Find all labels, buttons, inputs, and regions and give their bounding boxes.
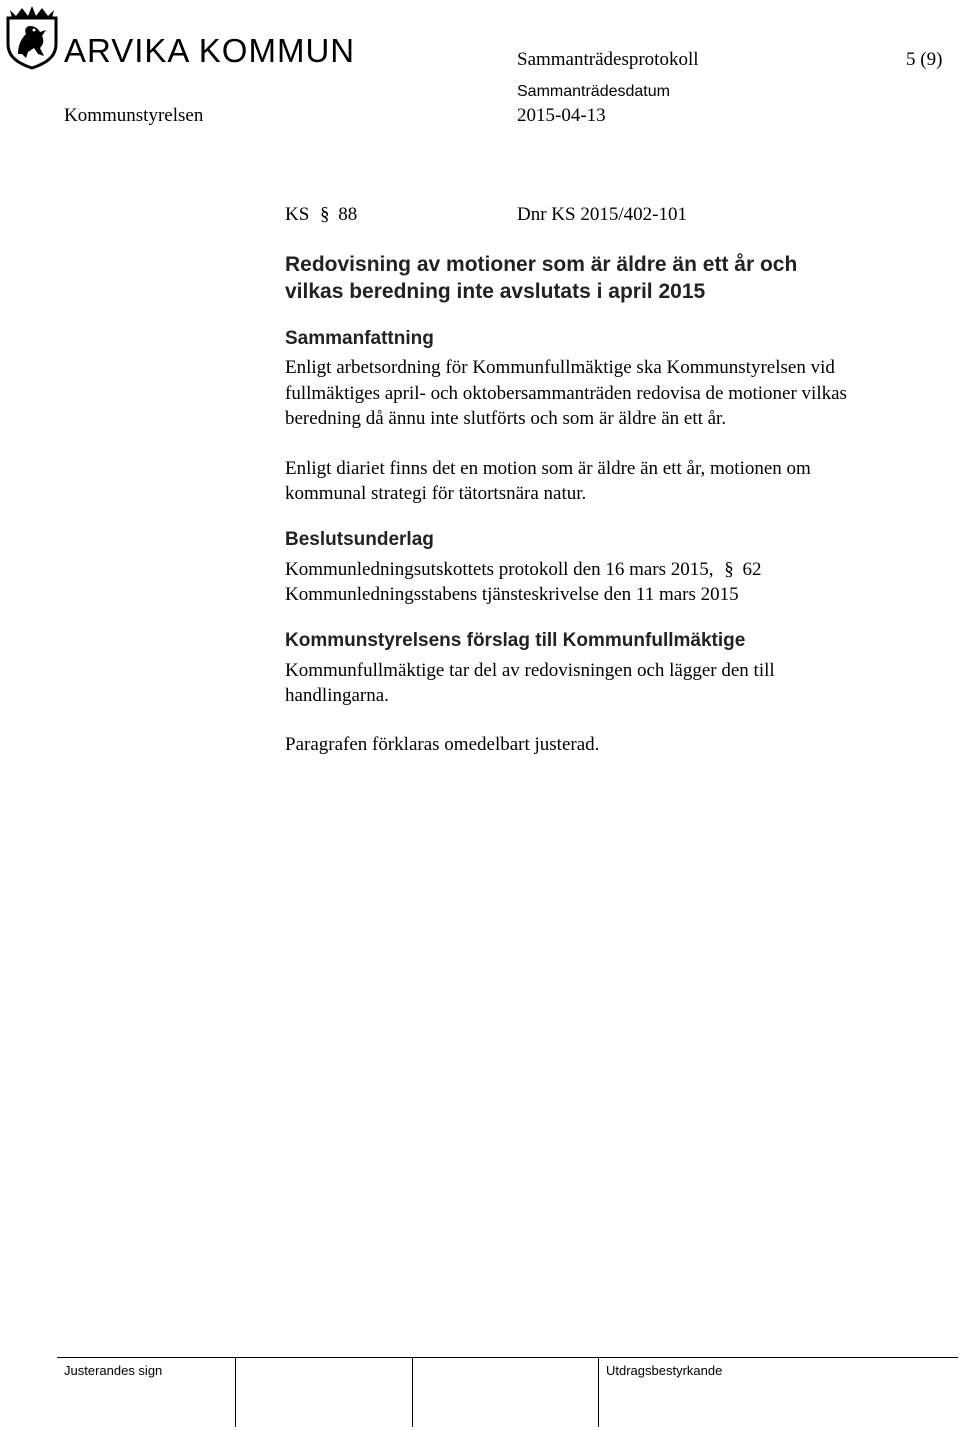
committee-name: Kommunstyrelsen xyxy=(64,105,204,126)
closing-statement: Paragrafen förklaras omedelbart justerad. xyxy=(285,734,600,755)
summary-p2-line-2: kommunal strategi för tätortsnära natur. xyxy=(285,483,587,504)
document-type: Sammanträdesprotokoll xyxy=(517,49,699,70)
paragraph-symbol: § xyxy=(724,559,734,580)
proposal-line-1: Kommunfullmäktige tar del av redovisningen och lägger den till xyxy=(285,660,775,681)
footer-utdragsbestyrkande: Utdragsbestyrkande xyxy=(606,1363,723,1378)
basis-paragraph-number: 62 xyxy=(742,559,762,580)
case-title-line-1: Redovisning av motioner som är äldre än ett år och xyxy=(285,253,798,276)
basis-heading: Beslutsunderlag xyxy=(285,529,434,550)
proposal-line-2: handlingarna. xyxy=(285,685,389,706)
summary-p1-line-3: beredning då ännu inte slutförts och som är äldre än ett år. xyxy=(285,408,727,429)
proposal-heading: Kommunstyrelsens förslag till Kommunfullmäktige xyxy=(285,630,746,651)
paragraph-number: 88 xyxy=(338,204,358,225)
summary-heading: Sammanfattning xyxy=(285,328,434,349)
basis-line-1-text: Kommunledningsutskottets protokoll den 16 mars 2015, xyxy=(285,559,714,580)
page-number: 5 (9) xyxy=(906,49,943,70)
diary-number: Dnr KS 2015/402-101 xyxy=(517,204,687,225)
logo-wordmark: ARVIKA KOMMUN xyxy=(64,32,356,69)
footer-justerandes-sign: Justerandes sign xyxy=(64,1363,163,1378)
ks-label: KS xyxy=(285,204,310,225)
case-paragraph-ref xyxy=(285,203,357,227)
footer-divider-2 xyxy=(412,1357,413,1427)
basis-line-2: Kommunledningsstabens tjänsteskrivelse den 11 mars 2015 xyxy=(285,584,739,605)
footer-divider-3 xyxy=(598,1357,599,1427)
summary-p1-line-1: Enligt arbetsordning för Kommunfullmäktige ska Kommunstyrelsen vid xyxy=(285,357,835,378)
summary-p2-line-1: Enligt diariet finns det en motion som är äldre än ett år, motionen om xyxy=(285,458,811,479)
paragraph-symbol: § xyxy=(320,204,330,225)
summary-p1-line-2: fullmäktiges april- och oktobersammanträden redovisa de motioner vilkas xyxy=(285,383,847,404)
footer-divider-1 xyxy=(235,1357,236,1427)
coat-of-arms-logo xyxy=(4,4,60,70)
footer-top-rule xyxy=(57,1357,958,1358)
meeting-date: 2015-04-13 xyxy=(517,105,606,126)
meeting-date-label: Sammanträdesdatum xyxy=(517,83,670,100)
case-title-line-2: vilkas beredning inte avslutats i april 2015 xyxy=(285,280,706,303)
basis-line-1 xyxy=(285,558,762,582)
